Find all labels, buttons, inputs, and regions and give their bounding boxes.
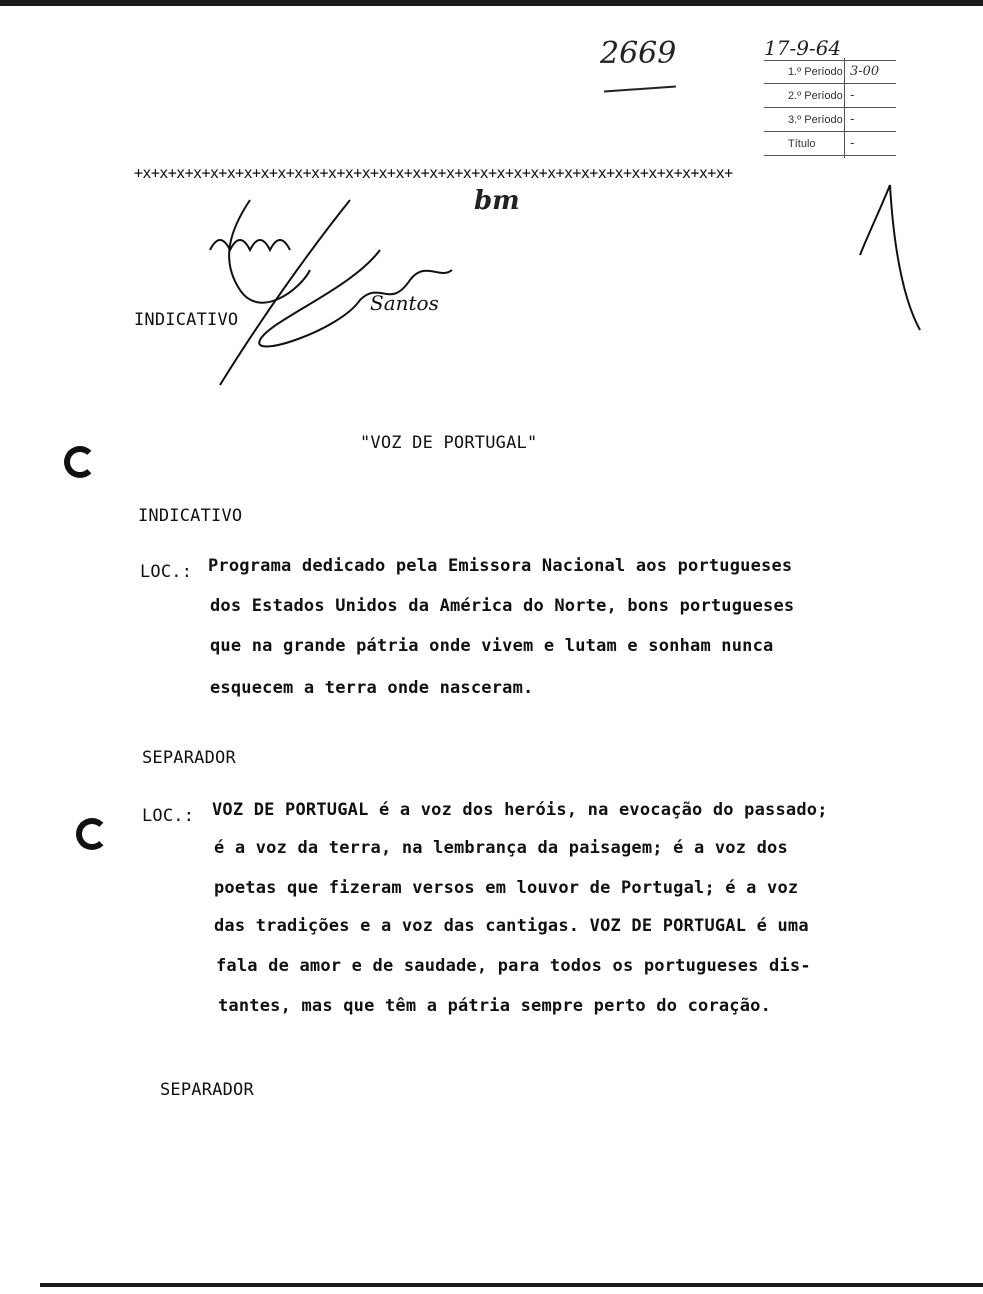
stamp-row: 2.º Período -: [760, 86, 896, 108]
loc1-line: que na grande pátria onde vivem e lutam e sonham nunca: [210, 636, 774, 656]
loc-label: LOC.:: [140, 562, 193, 582]
document-number: 2669: [600, 36, 677, 71]
stamp-row: Título -: [760, 134, 896, 156]
document-number-underline: [604, 85, 676, 92]
loc1-line: esquecem a terra onde nasceram.: [210, 678, 534, 698]
signature: [190, 190, 470, 390]
loc2-line: das tradições e a voz das cantigas. VOZ DE PORTUGAL é uma: [214, 916, 809, 936]
stamp-row: 1.º Período 3-00: [760, 62, 896, 84]
loc2-line: fala de amor e de saudade, para todos os portugueses dis-: [216, 956, 811, 976]
separador-label: SEPARADOR: [142, 748, 236, 768]
handwritten-initials: bm: [474, 186, 520, 216]
punch-hole: [76, 818, 108, 850]
scan-top-edge: [0, 0, 983, 6]
loc2-line: tantes, mas que têm a pátria sempre perto do coração.: [218, 996, 772, 1016]
program-title: "VOZ DE PORTUGAL": [360, 433, 538, 453]
loc2-line: VOZ DE PORTUGAL é a voz dos heróis, na evocação do passado;: [212, 800, 828, 820]
loc1-line: dos Estados Unidos da América do Norte, bons portugueses: [210, 596, 795, 616]
separator-line: +x+x+x+x+x+x+x+x+x+x+x+x+x+x+x+x+x+x+x+x+x+x+x+x+x+x+x+x+x+x+x+x+x+x+x+: [134, 164, 733, 182]
stamp-date: 17-9-64: [764, 36, 842, 60]
archive-stamp: [760, 36, 896, 158]
loc-label: LOC.:: [142, 806, 195, 826]
loc1-line: Programa dedicado pela Emissora Nacional aos portugueses: [208, 556, 793, 576]
separador-label: SEPARADOR: [160, 1080, 254, 1100]
loc2-line: poetas que fizeram versos em louvor de Portugal; é a voz: [214, 878, 799, 898]
indicativo-label: INDICATIVO: [138, 506, 243, 526]
top-indicativo-label: INDICATIVO: [134, 310, 239, 330]
loc2-line: é a voz da terra, na lembrança da paisagem; é a voz dos: [214, 838, 788, 858]
punch-hole: [64, 446, 96, 478]
stamp-row: 3.º Período -: [760, 110, 896, 132]
signature-text: Santos: [370, 291, 439, 315]
scan-bottom-edge: [40, 1283, 983, 1287]
margin-bracket-mark: [850, 180, 930, 340]
